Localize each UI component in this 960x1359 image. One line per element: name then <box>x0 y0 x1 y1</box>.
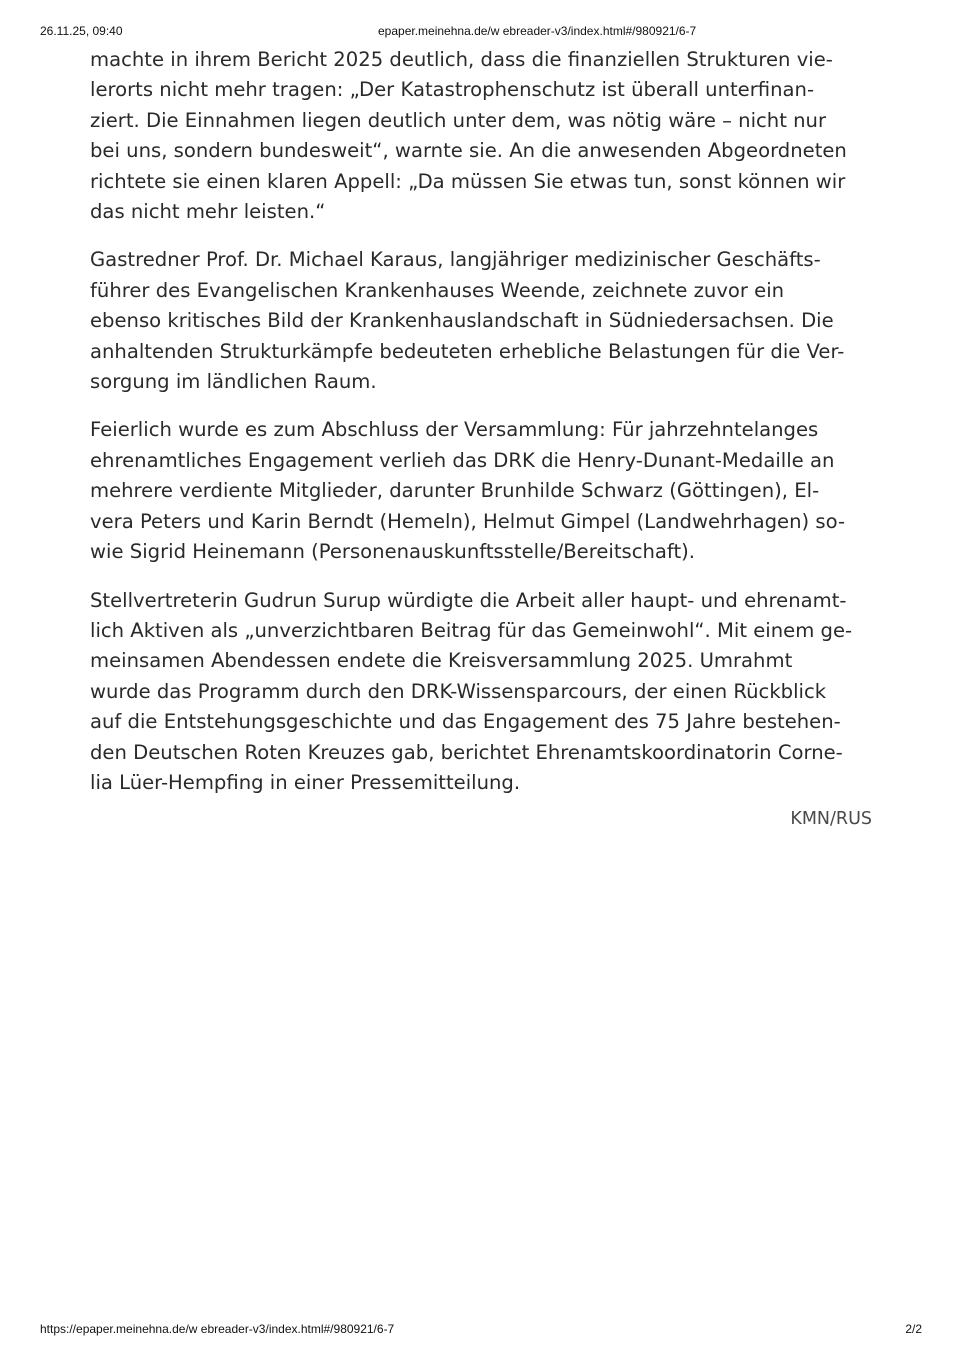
text-line: den Deutschen Roten Kreuzes gab, berichtet Ehrenamtskoordinatorin Corne- <box>90 740 843 764</box>
article-paragraph <box>90 415 872 567</box>
article-body <box>90 45 872 835</box>
print-footer <box>0 1322 960 1338</box>
text-line: ebenso kritisches Bild der Krankenhauslandschaft in Südniedersachsen. Die <box>90 309 834 333</box>
text-line: machte in ihrem Bericht 2025 deutlich, dass die finanziellen Strukturen vie- <box>90 48 833 71</box>
text-line: führer des Evangelischen Krankenhauses Weende, zeichnete zuvor ein <box>90 278 785 302</box>
author-signature: KMN/RUS <box>790 809 872 830</box>
print-footer-url: https://epaper.meinehna.de/w ebreader-v3/index.html#/980921/6-7 <box>40 1322 395 1336</box>
text-line: wurde das Programm durch den DRK-Wissensparcours, der einen Rückblick <box>90 679 827 703</box>
text-line: Stellvertreterin Gudrun Surup würdigte die Arbeit aller haupt- und ehrenamt- <box>90 588 847 612</box>
text-line: anhaltenden Strukturkämpfe bedeuteten erhebliche Belastungen für die Ver- <box>90 339 845 363</box>
text-line: lich Aktiven als „unverzichtbaren Beitrag für das Gemeinwohl“. Mit einem ge- <box>90 618 853 642</box>
text-line: auf die Entstehungsgeschichte und das Engagement des 75 Jahre bestehen- <box>90 710 841 734</box>
text-line: mehrere verdiente Mitglieder, darunter Brunhilde Schwarz (Göttingen), El- <box>90 479 820 503</box>
page-number: 2/2 <box>905 1322 922 1336</box>
article-paragraph <box>90 245 872 397</box>
text-line: vera Peters und Karin Berndt (Hemeln), Helmut Gimpel (Landwehrhagen) so- <box>90 509 846 533</box>
text-line: ehrenamtliches Engagement verlieh das DRK die Henry-Dunant-Medaille an <box>90 448 835 472</box>
text-line: meinsamen Abendessen endete die Kreisversammlung 2025. Umrahmt <box>90 649 793 673</box>
text-line: sorgung im ländlichen Raum. <box>90 370 377 394</box>
print-header-url: epaper.meinehna.de/w ebreader-v3/index.html#/980921/6-7 <box>378 24 697 38</box>
print-header <box>0 24 960 40</box>
print-datetime: 26.11.25, 09:40 <box>40 24 123 38</box>
article-paragraph <box>90 586 872 799</box>
text-line: richtete sie einen klaren Appell: „Da müssen Sie etwas tun, sonst können wir <box>90 169 846 193</box>
text-line: Feierlich wurde es zum Abschluss der Versammlung: Für jahrzehntelanges <box>90 418 819 442</box>
article-paragraph <box>90 45 872 227</box>
text-line: Gastredner Prof. Dr. Michael Karaus, langjähriger medizinischer Geschäfts- <box>90 248 821 272</box>
text-line: das nicht mehr leisten.“ <box>90 200 326 224</box>
text-line: lerorts nicht mehr tragen: „Der Katastrophenschutz ist überall unterfinan- <box>90 78 815 102</box>
text-line: lia Lüer-Hempfing in einer Pressemitteilung. <box>90 770 521 794</box>
text-line: ziert. Die Einnahmen liegen deutlich unter dem, was nötig wäre – nicht nur <box>90 108 827 132</box>
text-line: bei uns, sondern bundesweit“, warnte sie. An die anwesenden Abgeordneten <box>90 139 847 163</box>
text-line: wie Sigrid Heinemann (Personenauskunftsstelle/Bereitschaft). <box>90 540 696 564</box>
